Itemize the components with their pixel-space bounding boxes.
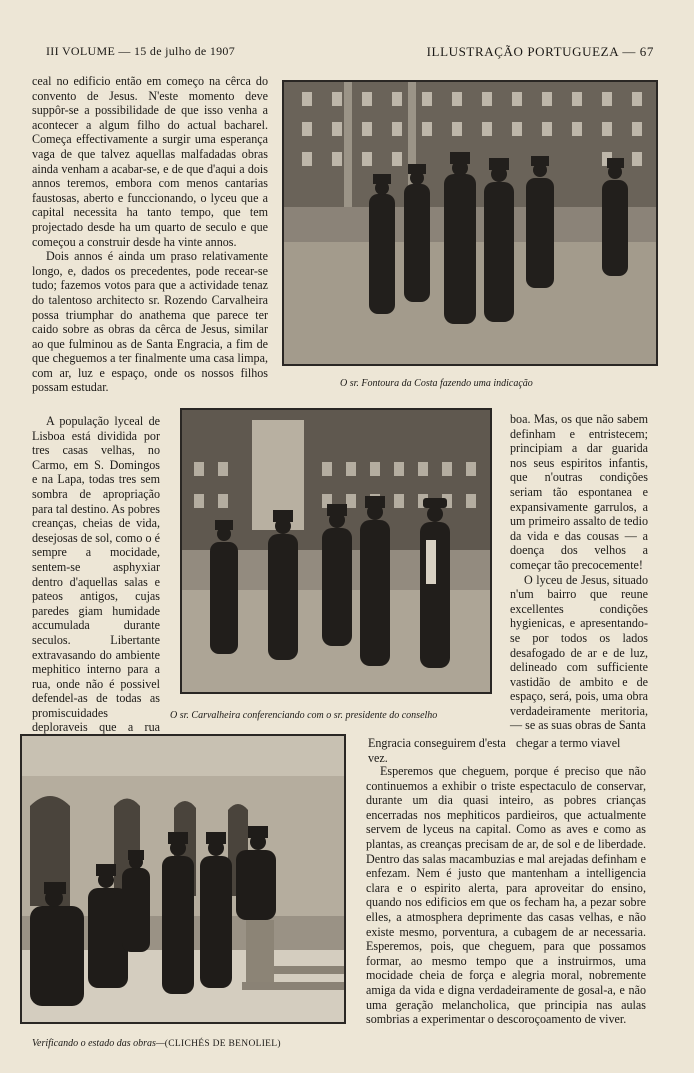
photo-illustration [284,82,656,364]
article-line-left: Engracia conseguirem d'esta vez. [368,736,506,765]
article-paragraph: Dois annos é ainda um praso relativamente longo, e, dados os precedentes, pode recear-se tudo; fazemos votos para que a actividade tenaz do talentoso architecto sr. Rozendo Carvalheira possa triumphar do anathema que parece ter caido sobre as obras da cêrca de Jesus, similar ao que fulminou as de Santa Engracia, a fim de que cheguemos a ter finalmente uma casa limpa, com ar, luz e espaço, onde os nossos filhos possam estudar. [32,249,268,395]
article-column-1-narrow [32,414,160,764]
page-header-volume-date: III VOLUME — 15 de julho de 1907 [46,44,236,58]
article-paragraph: boa. Mas, os que não sabem definham e entristecem; principiam a dar guarida nos seus espiritos infantis, que n'outras condições seriam tão espontanea e expansivamente garrulos, a um primeiro assalto de tedio da vida e das cousas — a doença dos velhos a começar tão precocemente! [510,412,648,572]
photo-verificando-obras [20,734,346,1024]
article-column-bottom [366,764,646,1027]
article-paragraph: ceal no edificio então em começo na cêrca do convento de Jesus. N'este momento deve suppôr-se a possibilidade de que isso venha a acontecer a algum filho do actual bacharel. Começa effectivamente a surgir uma esperança vaga de que talvez aquellas malfadadas obras ainda venham a acabar-se, e de que d'aqui a dois annos teremos, embora com menos cantarias faustosas, aberto e funccionando, o lyceu que a capital necessita ha tanto tempo, que tem projectado desde ha um quarto de seculo e que começou a construir desde ha vinte annos. [32,74,268,249]
page-header-title-page-number: ILLUSTRAÇÃO PORTUGUEZA — 67 [426,44,654,59]
article-paragraph: Esperemos que cheguem, porque é preciso que não continuemos a exhibir o triste espectaculo de conservar, durante um dia quasi inteiro, as pobres crianças encerradas nos mephiticos pardieiros, que actualmente servem de lyceus na capital. Como as aves e como as plantas, as creanças precisam de ar, de sol e de liberdade. Dentro das salas macambuzias e mal arejadas definham e enfezam. Nem é justo que mantenham a intelligencia clara e o espirito alerta, para aproveitar do ensino, quando nos edificios em que os fecham ha, a pezar sobre elles, a atmosphera deprimente das casas velhas, e não existe mesmo, porventura, a cubagem de ar necessaria. Esperemos, pois, que cheguem, para que possamos formar, ao mesmo tempo que a instruirmos, uma mocidade cheia de força e alegria moral, nobremente amiga da vida e digna verdadeiramente de gosal-a, e não uma geração melancholica, que principia nas aulas sombrias a experimentar o descoroçoamento de viver. [366,764,646,1027]
caption-photo-3-text: Verificando o estado das obras— [32,1038,165,1049]
photo-carvalheira-presidente [180,408,492,694]
caption-photo-2: O sr. Carvalheira conferenciando com o sr. presidente do conselho [170,710,438,721]
photo-illustration [182,410,490,692]
article-line-right: chegar a termo viavel [516,736,621,750]
photo-fontoura-da-costa [282,80,658,366]
photo-illustration [22,736,344,1022]
caption-photo-credit: (CLICHÉS DE BENOLIEL) [164,1039,281,1049]
caption-photo-1: O sr. Fontoura da Costa fazendo uma indicação [340,378,533,389]
article-paragraph: O lyceu de Jesus, situado n'um bairro que reune excellentes condições hygienicas, e apresentando-se por todos os lados desafogado de ar e de luz, delineado com sufficiente vastidão de ambito e de espaço, será, pois, uma obra verdadeiramente meritoria, — se as suas obras de Santa [510,572,648,733]
article-paragraph: A população lyceal de Lisboa está dividida por tres casas velhas, no Carmo, em S. Domingos e na Lapa, todas tres sem sombra de apropriação para tal destino. As pobres creanças, cheias de vida, desejosas de sol, como o é sempre a mocidade, sentem-se asphyxiar dentro d'aquellas salas e pateos antigos, cujas paredes giam humidade accumulada durante seculos. Libertante extravasando do ambiente mephitico interno para a rua, onde não é possivel defendel-as de todas as promiscuidades deploraveis que a rua [32,414,160,735]
article-column-1-top [32,74,268,395]
article-column-right [510,412,648,733]
caption-photo-3 [32,1038,281,1049]
